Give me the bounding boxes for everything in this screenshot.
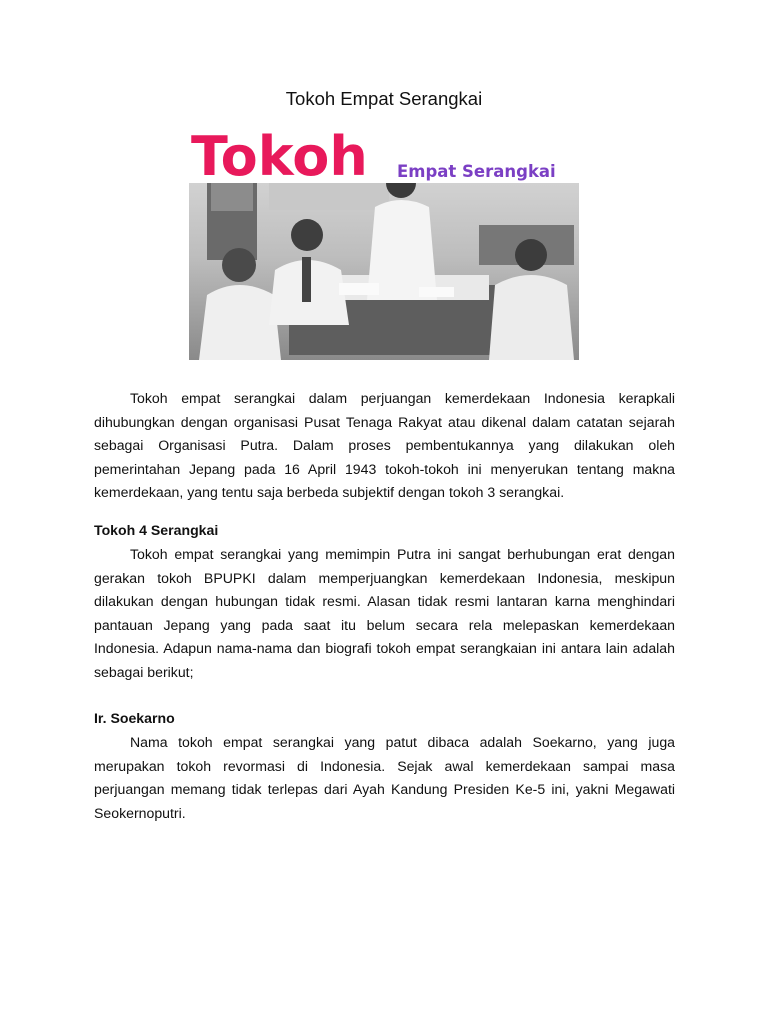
banner-title-sub: Empat Serangkai [397,162,556,181]
paragraph-soekarno [94,731,675,825]
paragraph-intro [94,387,675,505]
banner-image [189,125,579,360]
banner-photo [189,125,579,360]
page-title: Tokoh Empat Serangkai [285,88,483,109]
banner-title-main: Tokoh [191,125,368,188]
paragraph-tokoh-4-text: Tokoh empat serangkai yang memimpin Putra ini sangat berhubungan erat dengan gerakan tokoh BPUPKI dalam memperjuangkan kemerdekaan Indonesia, meskipun dilakukan dengan hubungan tidak resmi. Alasan tidak resmi lantaran karna menghindari pantauan Jepang yang pada saat itu belum secara rela melepaskan kemerdekaan Indonesia. Adapun nama-nama dan biografi tokoh empat serangkaian ini antara lain adalah sebagai berikut; [94,546,675,680]
paragraph-soekarno-text: Nama tokoh empat serangkai yang patut dibaca adalah Soekarno, yang juga merupakan tokoh revormasi di Indonesia. Sejak awal kemerdekaan sampai masa perjuangan memang tidak terlepas dari Ayah Kandung Presiden Ke-5 ini, yakni Megawati Seokernoputri. [94,734,675,821]
section-heading-tokoh-4: Tokoh 4 Serangkai [94,522,219,538]
paragraph-intro-text: Tokoh empat serangkai dalam perjuangan kemerdekaan Indonesia kerapkali dihubungkan dengan organisasi Pusat Tenaga Rakyat atau dikenal dalam catatan sejarah sebagai Organisasi Putra. Dalam proses pembentukannya yang dilakukan oleh pemerintahan Jepang pada 16 April 1943 tokoh-tokoh ini menyerukan tentang makna kemerdekaan, yang tentu saja berbeda subjektif dengan tokoh 3 serangkai. [94,390,675,501]
paragraph-tokoh-4 [94,543,675,685]
section-heading-soekarno: Ir. Soekarno [94,710,175,726]
